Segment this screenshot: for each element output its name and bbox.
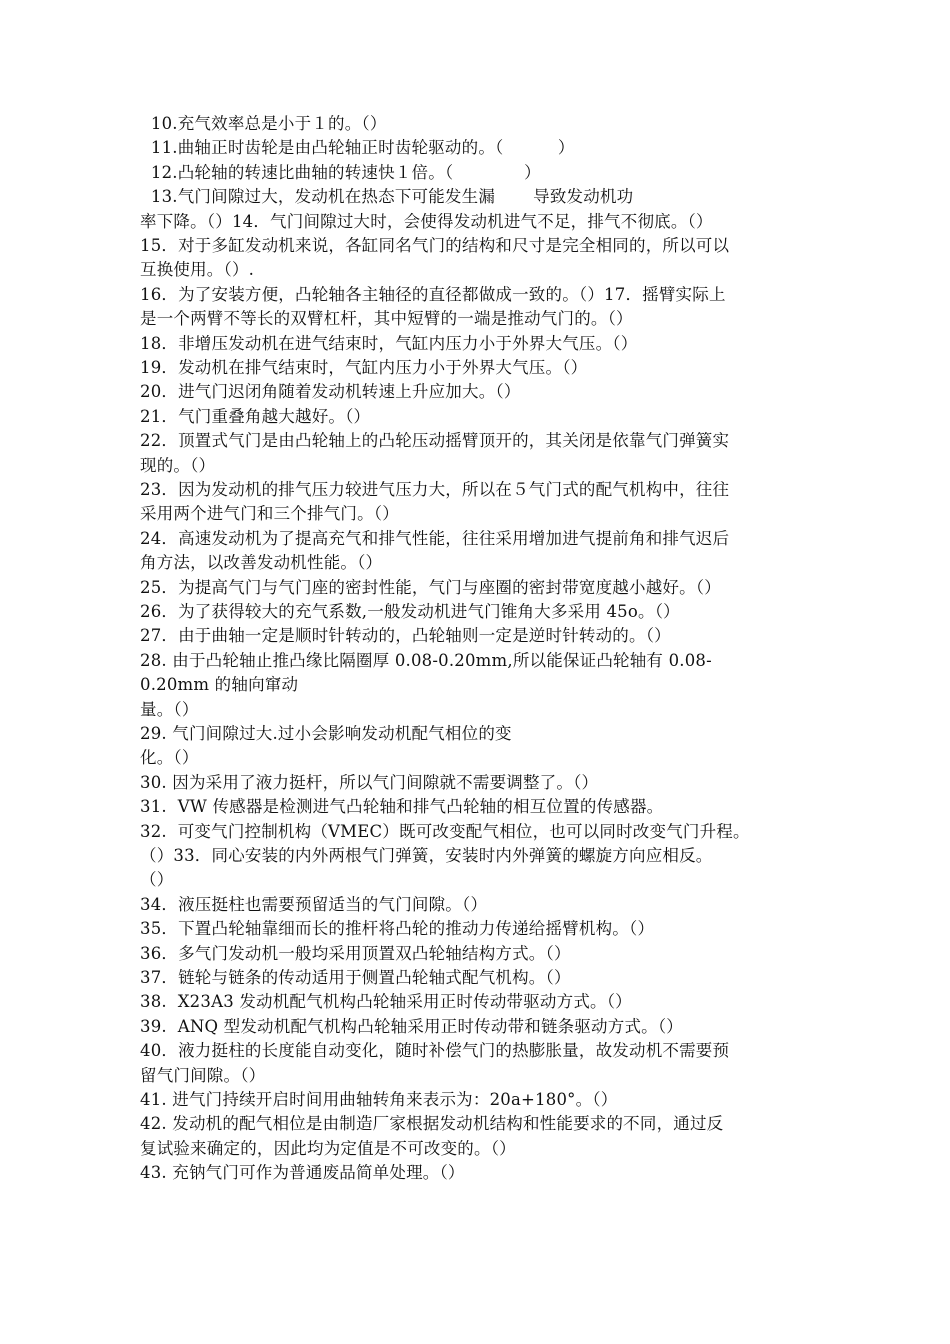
text-line: 10.充气效率总是小于１的。（） [140, 114, 387, 133]
text-line: 30. 因为采用了液力挺杆，所以气门间隙就不需要调整了。（） [140, 772, 599, 792]
text-line: 27．由于曲轴一定是顺时针转动的，凸轮轴则一定是逆时针转动的。（） [140, 626, 671, 646]
text-line: 11.曲轴正时齿轮是由凸轮轴正时齿轮驱动的。（ ） [140, 138, 575, 158]
text-line: 23．因为发动机的排气压力较进气压力大，所以在５气门式的配气机构中，往往 [140, 480, 730, 499]
text-line: 率下降。（）14．气门间隙过大时，会使得发动机进气不足，排气不彻底。（） [140, 211, 713, 231]
text-line: 化。（） [140, 748, 199, 768]
text-line: 42. 发动机的配气相位是由制造厂家根据发动机结构和性能要求的不同，通过反 [140, 1114, 724, 1134]
text-line: 复试验来确定的，因此均为定值是不可改变的。（） [140, 1138, 516, 1158]
text-line: 24．高速发动机为了提高充气和排气性能，往往采用增加进气提前角和排气迟后 [140, 528, 730, 548]
text-line: 29. 气门间隙过大.过小会影响发动机配气相位的变 [140, 724, 512, 743]
text-line: 28. 由于凸轮轴止推凸缘比隔圈厚 0.08-0.20mm,所以能保证凸轮轴有 0.08- [140, 650, 712, 670]
text-line: 41. 进气门持续开启时间用曲轴转角来表示为：20a+180°。（） [140, 1090, 618, 1109]
text-line: 35．下置凸轮轴靠细而长的推杆将凸轮的推动力传递给摇臂机构。（） [140, 919, 655, 939]
text-line: 31. VW 传感器是检测进气凸轮轴和排气凸轮轴的相互位置的传感器。 [140, 797, 664, 817]
text-line: 39. ANQ 型发动机配气机构凸轮轴采用正时传动带和链条驱动方式。（） [140, 1016, 684, 1036]
text-line: 采用两个进气门和三个排气门。（） [140, 504, 399, 524]
text-line: 32. 可变气门控制机构（VMEC）既可改变配气相位，也可以同时改变气门升程。 [140, 821, 750, 841]
text-line: 34．液压挺柱也需要预留适当的气门间隙。（） [140, 894, 488, 914]
text-line: 36．多气门发动机一般均采用顶置双凸轮轴结构方式。（） [140, 943, 571, 963]
text-line: 21．气门重叠角越大越好。（） [140, 406, 371, 426]
text-line: 16．为了安装方便，凸轮轴各主轴径的直径都做成一致的。（）17．摇臂实际上 [140, 284, 726, 304]
text-line: 12.凸轮轴的转速比曲轴的转速快１倍。（ ） [140, 162, 541, 182]
text-line: 15．对于多缸发动机来说，各缸同名气门的结构和尺寸是完全相同的，所以可以 [140, 236, 730, 255]
text-line: 43. 充钠气门可作为普通废品简单处理。（） [140, 1163, 465, 1183]
text-line: 0.20mm 的轴向窜动 [140, 675, 299, 695]
text-line: （）33．同心安装的内外两根气门弹簧，安装时内外弹簧的螺旋方向应相反。 [140, 846, 713, 865]
text-line: 13.气门间隙过大，发动机在热态下可能发生漏 导致发动机功 [140, 187, 634, 207]
text-line: 25．为提高气门与气门座的密封性能，气门与座圈的密封带宽度越小越好。（） [140, 577, 721, 597]
text-line: 19．发动机在排气结束时，气缸内压力小于外界大气压。（） [140, 358, 588, 377]
text-line: 40．液力挺柱的长度能自动变化，随时补偿气门的热膨胀量，故发动机不需要预 [140, 1041, 730, 1061]
text-line: 26．为了获得较大的充气系数,一般发动机进气门锥角大多采用 45o。（） [140, 602, 680, 621]
text-line: 18．非增压发动机在进气结束时，气缸内压力小于外界大气压。（） [140, 333, 638, 353]
text-line: 20．进气门迟闭角随着发动机转速上升应加大。（） [140, 382, 521, 402]
text-line: 现的。（） [140, 455, 216, 475]
text-line: （） [140, 870, 174, 890]
text-line: 38. X23A3 发动机配气机构凸轮轴采用正时传动带驱动方式。（） [140, 992, 632, 1012]
text-line: 角方法，以改善发动机性能。（） [140, 553, 383, 573]
text-line: 37．链轮与链条的传动适用于侧置凸轮轴式配气机构。（） [140, 968, 571, 987]
text-line: 22．顶置式气门是由凸轮轴上的凸轮压动摇臂顶开的，其关闭是依靠气门弹簧实 [140, 431, 730, 451]
text-line: 留气门间隙。（） [140, 1065, 266, 1085]
text-line: 互换使用。（）. [140, 260, 255, 280]
text-line: 是一个两臂不等长的双臂杠杆，其中短臂的一端是推动气门的。（） [140, 309, 633, 329]
text-line: 量。（） [140, 699, 199, 719]
